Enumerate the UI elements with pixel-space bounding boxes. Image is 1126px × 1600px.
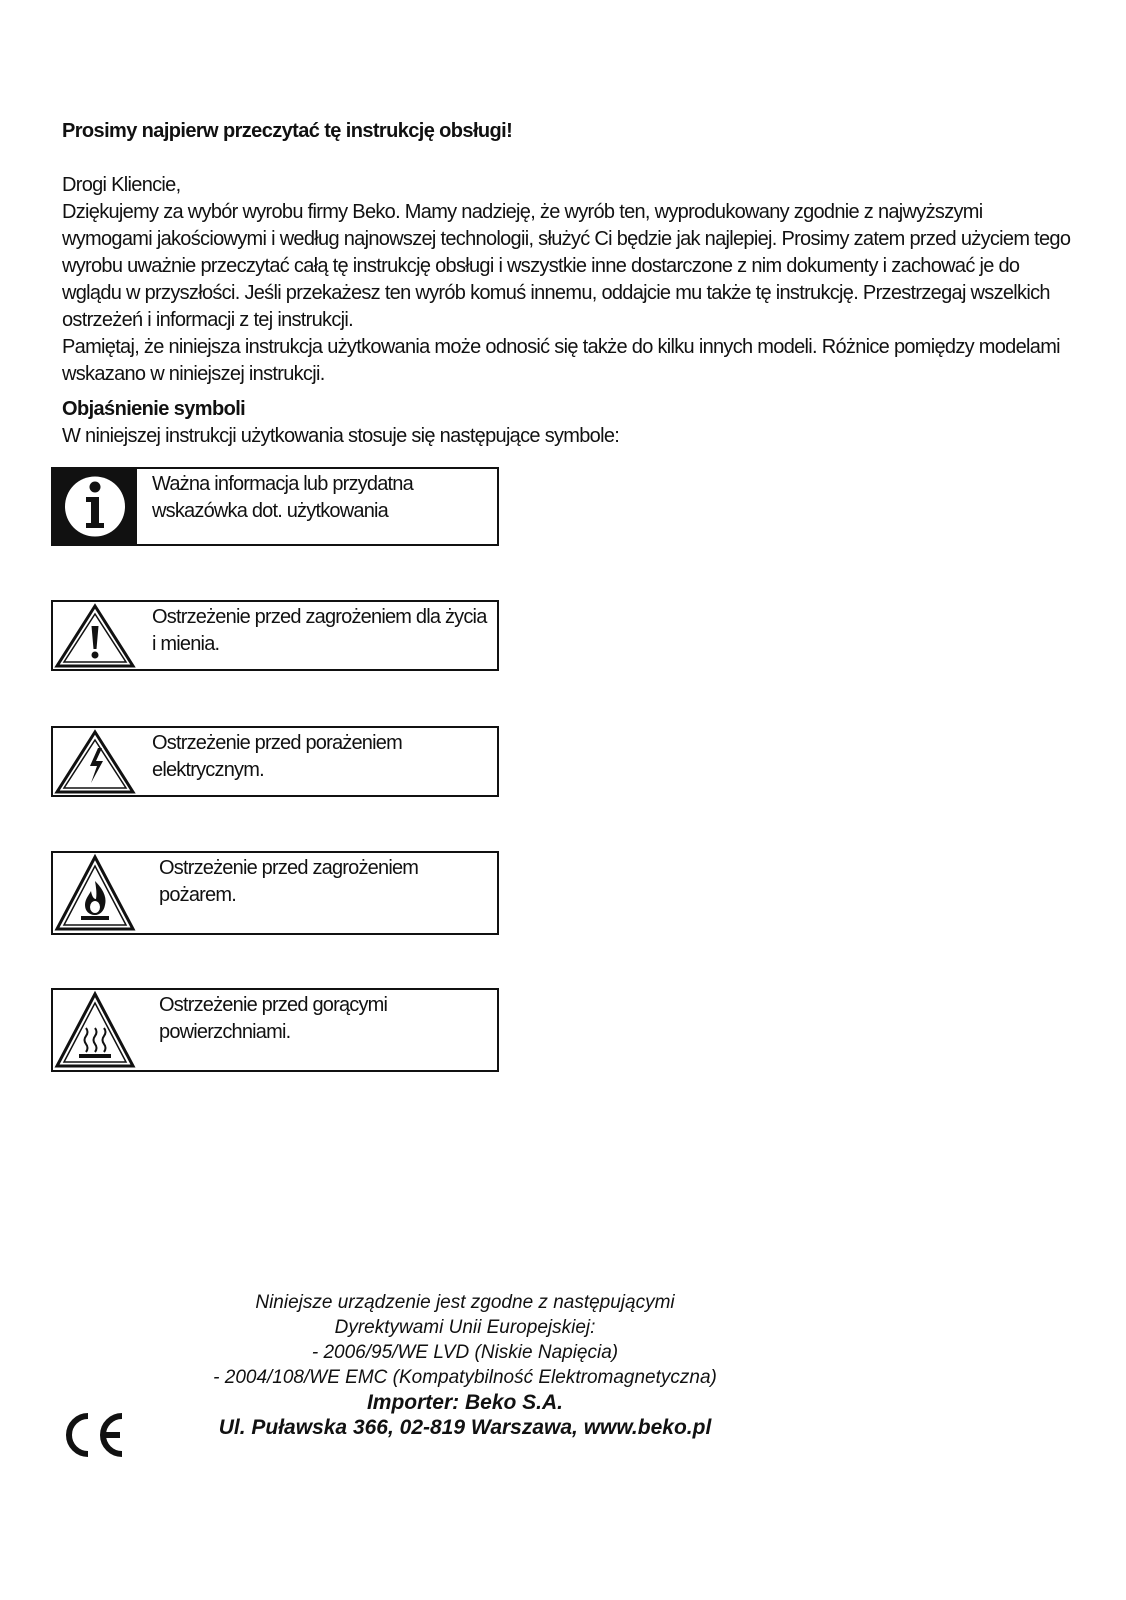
importer-name: Importer: Beko S.A.: [366, 1391, 564, 1414]
symbols-heading: Objaśnienie symboli: [62, 398, 246, 420]
symbol-label-fire: Ostrzeżenie przed zagrożeniem pożarem.: [159, 857, 419, 906]
symbol-label-hot-surface: Ostrzeżenie przed gorącymi powierzchniami.: [159, 994, 388, 1043]
symbol-box-electric: [51, 726, 499, 797]
fire-icon: [53, 853, 137, 933]
greeting: Drogi Kliencie,: [62, 174, 181, 196]
symbol-box-hot-surface: [51, 988, 499, 1072]
symbol-box-warning: [51, 600, 499, 671]
compliance-line-3: - 2006/95/WE LVD (Niskie Napięcia): [311, 1342, 619, 1363]
hot-surface-icon: [53, 990, 137, 1070]
compliance-line-1: Niniejsze urządzenie jest zgodne z następującymi: [255, 1292, 675, 1313]
intro-paragraph-2: Pamiętaj, że niniejsza instrukcja użytkowania może odnosić się także do kilku innych modeli. Różnice pomiędzy modelami wskazano w niniejszej instrukcji.: [62, 336, 1060, 385]
symbol-label-warning: Ostrzeżenie przed zagrożeniem dla życia i mienia.: [152, 606, 487, 655]
importer-address: Ul. Puławska 366, 02-819 Warszawa, www.beko.pl: [218, 1416, 712, 1439]
symbol-box-fire: [51, 851, 499, 935]
ce-mark-logo: [58, 1412, 128, 1458]
symbols-intro: W niniejszej instrukcji użytkowania stosuje się następujące symbole:: [62, 425, 620, 447]
compliance-statement: [150, 1290, 780, 1440]
page-heading: Prosimy najpierw przeczytać tę instrukcję obsługi!: [62, 120, 513, 142]
electric-shock-icon: [53, 728, 137, 795]
intro-section: [62, 172, 1072, 388]
warning-icon: [53, 602, 137, 669]
compliance-line-2: Dyrektywami Unii Europejskiej:: [334, 1317, 596, 1338]
symbol-label-electric: Ostrzeżenie przed porażeniem elektrycznym.: [152, 732, 402, 781]
symbol-box-info: [51, 467, 499, 546]
intro-paragraph-1: Dziękujemy za wybór wyrobu firmy Beko. Mamy nadzieję, że wyrób ten, wyprodukowany zgodnie z najwyższymi wymogami jakościowymi i według najnowszej technologii, służyć Ci będzie jak najlepiej. Prosimy zatem przed użyciem tego wyrobu uważnie przeczytać całą tę instrukcję obsługi i wszystkie inne dostarczone z nim dokumenty i zachować je do wglądu w przyszłości. Jeśli przekażesz ten wyrób komuś innemu, oddajcie mu także tę instrukcję. Przestrzegaj wszelkich ostrzeżeń i informacji z tej instrukcji.: [62, 201, 1071, 331]
compliance-line-4: - 2004/108/WE EMC (Kompatybilność Elektromagnetyczna): [213, 1367, 717, 1388]
info-icon: [53, 469, 137, 544]
symbol-label-info: Ważna informacja lub przydatna wskazówka dot. użytkowania: [152, 473, 413, 522]
